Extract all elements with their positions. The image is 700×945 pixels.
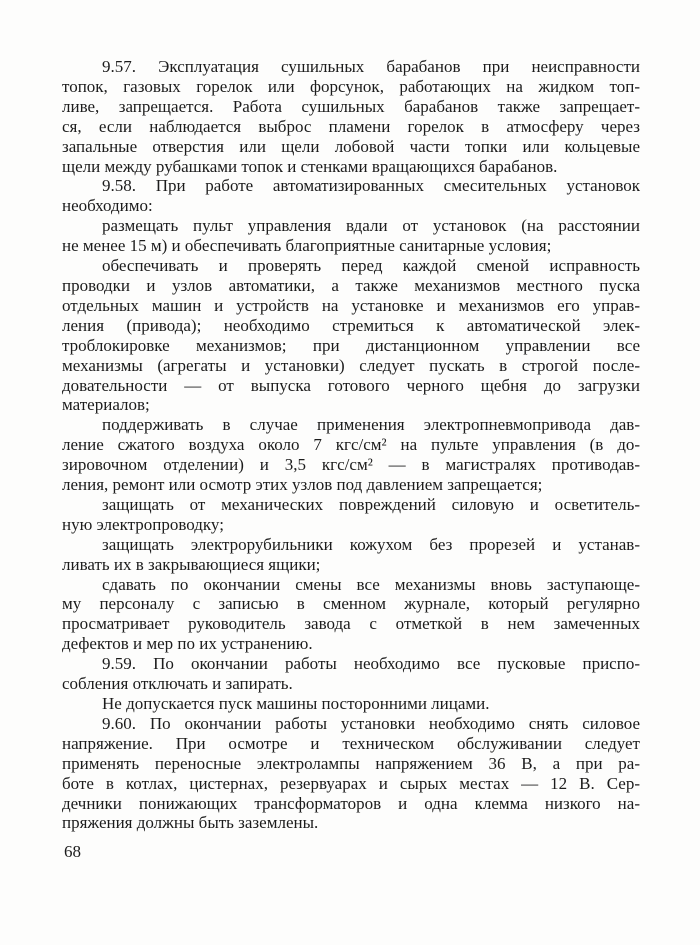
text-line: защищать от механических повреждений силовую и осветитель- xyxy=(102,494,640,514)
paragraph xyxy=(62,535,640,575)
text-line: ливе, запрещается. Работа сушильных барабанов также запрещает- xyxy=(62,96,640,116)
text-line: напряжение. При осмотре и техническом обслуживании следует xyxy=(62,733,640,753)
text-line: щели между рубашками топок и стенками вращающихся барабанов. xyxy=(62,156,558,176)
text-line: му персоналу с записью в сменном журнале, который регулярно xyxy=(62,594,640,614)
text-line: сдавать по окончании смены все механизмы вновь заступающе- xyxy=(102,574,640,594)
text-line: боте в котлах, цистернах, резервуарах и сырых местах — 12 В. Сер- xyxy=(62,773,640,793)
text-line: 9.59. По окончании работы необходимо все пусковые приспо- xyxy=(102,654,640,674)
text-line: ся, если наблюдается выброс пламени горелок в атмосферу через xyxy=(62,116,640,136)
text-line: дефектов и мер по их устранению. xyxy=(62,634,313,654)
text-line: ную электропроводку; xyxy=(62,514,224,534)
text-line: собления отключать и запирать. xyxy=(62,674,293,694)
paragraph xyxy=(62,176,640,216)
text-line: троблокировке механизмов; при дистанционном управлении все xyxy=(62,335,640,355)
text-line: запальные отверстия или щели лобовой части топки или кольцевые xyxy=(62,136,640,156)
text-line: обеспечивать и проверять перед каждой сменой исправность xyxy=(102,256,640,276)
text-block xyxy=(62,57,640,833)
text-line: 9.58. При работе автоматизированных смесительных установок xyxy=(102,176,640,196)
text-line: не менее 15 м) и обеспечивать благоприятные санитарные условия; xyxy=(62,236,552,256)
text-line: защищать электрорубильники кожухом без прорезей и устанав- xyxy=(102,534,640,554)
text-line: довательности — от выпуска готового черного щебня до загрузки xyxy=(62,375,640,395)
text-line: применять переносные электролампы напряжением 36 В, а при ра- xyxy=(62,753,640,773)
text-line: топок, газовых горелок или форсунок, работающих на жидком топ- xyxy=(62,76,640,96)
text-line: Не допускается пуск машины посторонними лицами. xyxy=(102,694,490,713)
text-line: ления, ремонт или осмотр этих узлов под давлением запрещается; xyxy=(62,475,543,495)
text-line: проводки и узлов автоматики, а также механизмов местного пуска xyxy=(62,275,640,295)
text-line: зировочном отделении) и 3,5 кгс/см² — в магистралях противодав- xyxy=(62,455,640,475)
text-line: ление сжатого воздуха около 7 кгс/см² на пульте управления (в до- xyxy=(62,435,640,455)
paragraph xyxy=(62,57,640,176)
paragraph xyxy=(62,415,640,495)
text-line: размещать пульт управления вдали от установок (на расстоянии xyxy=(102,216,640,236)
text-line: пряжения должны быть заземлены. xyxy=(62,813,319,833)
text-line: дечники понижающих трансформаторов и одна клемма низкого на- xyxy=(62,793,640,813)
paragraph xyxy=(62,256,640,415)
text-line: необходимо: xyxy=(62,196,153,216)
page-number: 68 xyxy=(64,842,81,861)
text-line: просматривает руководитель завода с отметкой в нем замеченных xyxy=(62,614,640,634)
text-line: 9.60. По окончании работы установки необходимо снять силовое xyxy=(102,713,640,733)
paragraph xyxy=(62,654,640,694)
text-line: механизмы (агрегаты и установки) следует пускать в строгой после- xyxy=(62,355,640,375)
paragraph xyxy=(62,714,640,833)
paragraph xyxy=(62,575,640,655)
text-line: 9.57. Эксплуатация сушильных барабанов при неисправности xyxy=(102,57,640,76)
text-line: ливать их в закрывающиеся ящики; xyxy=(62,554,321,574)
paragraph xyxy=(62,495,640,535)
paragraph xyxy=(62,216,640,256)
text-line: поддерживать в случае применения электропневмопривода дав- xyxy=(102,415,640,435)
text-line: ления (привода); необходимо стремиться к автоматической элек- xyxy=(62,315,640,335)
text-line: материалов; xyxy=(62,395,150,415)
text-line: отдельных машин и устройств на установке и механизмов его управ- xyxy=(62,295,640,315)
paragraph xyxy=(62,694,640,714)
